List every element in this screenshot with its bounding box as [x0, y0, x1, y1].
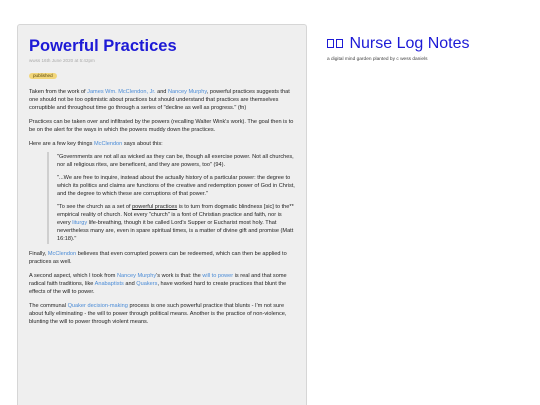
placeholder-glyph-icon: [336, 39, 343, 48]
link-anabaptists[interactable]: Anabaptists: [94, 281, 124, 287]
text-fragment: and: [155, 89, 168, 95]
link-liturgy[interactable]: liturgy: [72, 220, 88, 226]
site-subtitle: a digital mind garden planted by c wess daniels: [327, 57, 428, 62]
text-fragment: says about this:: [122, 141, 163, 147]
text-fragment: Here are a few key things: [29, 141, 94, 147]
text-fragment: process is one such powerful practice that blunts - I'm not sure about fully eliminating - the will to power through political means. Another is the practice of non-violence, blunting the will to power through violent means.: [29, 303, 287, 325]
link-mcclendon-full[interactable]: James Wm. McClendon, Jr.: [87, 89, 156, 95]
text-fragment: believes that even corrupted powers can be redeemed, which can then be applied to practices as well.: [29, 251, 287, 265]
text-fragment: "To see the church as a set of: [57, 204, 133, 210]
paragraph-quaker-process: [29, 302, 295, 326]
quote-free-to-inquire: "...We are free to inquire, instead about the actually history of a particular power: the degree to which its politics and claims are functions of the creative and redemption power of God in Christ, and the degree to which these are corruptions of that power.": [57, 175, 295, 197]
status-badge[interactable]: published: [29, 73, 57, 79]
post-card: [17, 24, 307, 405]
text-fragment: Taken from the work of: [29, 89, 88, 95]
post-title[interactable]: Powerful Practices: [29, 37, 177, 55]
text-fragment: 's work is that: the: [156, 273, 203, 279]
link-mcclendon[interactable]: McClendon: [93, 141, 123, 147]
blockquote: [47, 152, 295, 244]
link-will-to-power[interactable]: will to power: [202, 273, 234, 279]
link-nancey-murphy-2[interactable]: Nancey Murphy: [117, 273, 157, 279]
paragraph-powers: Practices can be taken over and infiltrated by the powers (recalling Walter Wink's work). The goal then is to be on the alert for the ways in which the powers muddy down the practices.: [29, 119, 294, 133]
text-fragment: , have worked hard to create practices that blunt the effects of the will to power.: [29, 281, 287, 295]
paragraph-intro: [29, 88, 295, 112]
paragraph-finally: [29, 250, 295, 266]
link-quakers[interactable]: Quakers: [136, 281, 158, 287]
placeholder-glyph-icon: [327, 39, 334, 48]
text-fragment: , powerful practices suggests that one should not be too optimistic about practices but should understand that practices are themselves corruptible and throughout time go through a series of "decline as well as progress." (fn): [29, 89, 290, 111]
paragraph-key-things: [29, 140, 295, 148]
text-fragment: A second aspect, which I took from: [29, 273, 117, 279]
text-fragment: The communal: [29, 303, 68, 309]
text-fragment: is to turn from dogmatic blindness [sic] to the** empirical reality of church. Not every "church" is a font of Christian practice and faith, nor is every: [57, 204, 294, 226]
link-powerful-practices[interactable]: powerful practices: [132, 204, 178, 210]
paragraph-second-aspect: [29, 272, 295, 296]
text-fragment: Finally,: [29, 251, 48, 257]
site-title[interactable]: [327, 34, 470, 53]
text-fragment: life-breathing, though it be called Lord's Supper or Eucharist most holy. That nevertheless many are, even in spare spiritual times, is a matter of divine gift and promise (Matt 16:18).": [57, 220, 294, 242]
link-mcclendon-2[interactable]: McClendon: [47, 251, 77, 257]
text-fragment: and: [123, 281, 137, 287]
quote-church-practices: [57, 203, 295, 243]
text-fragment: is real and that some radical faith traditions, like: [29, 273, 287, 287]
quote-governments: "Governments are not all as wicked as they can be, though all exercise power. Not all churches, nor all religious rites, are beneficent, and they are powers, too" (94).: [57, 154, 294, 168]
site-title-text: Nurse Log Notes: [349, 35, 470, 52]
link-nancey-murphy[interactable]: Nancey Murphy: [167, 89, 207, 95]
post-meta: wwss 16th June 2020 at 5:42pm: [29, 58, 95, 63]
link-quaker-decision-making[interactable]: Quaker decision-making: [67, 303, 128, 309]
